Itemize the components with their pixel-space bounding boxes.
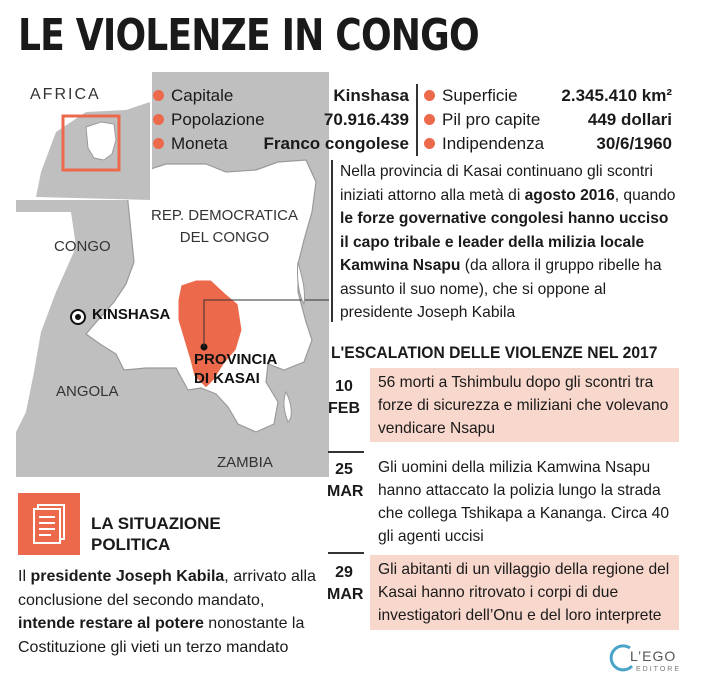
intro-paragraph	[340, 160, 680, 325]
intro-divider	[331, 160, 333, 322]
event-date	[327, 562, 364, 606]
situation-body: , arrivato alla conclusione del secondo mandato,	[18, 568, 316, 609]
fact-label: Pil pro capite	[442, 110, 541, 129]
fact-value: 2.345.410 km²	[561, 86, 672, 105]
event-month: MAR	[327, 586, 364, 603]
map-label-congo: CONGO	[54, 238, 111, 255]
situation-bold: intende restare al potere	[18, 615, 204, 632]
bullet-icon	[424, 114, 435, 125]
fact-row	[424, 84, 672, 108]
map-label-country: REP. DEMOCRATICA DEL CONGO	[151, 207, 298, 246]
event-date	[327, 459, 364, 503]
facts-right	[424, 84, 672, 156]
event-day: 10	[335, 378, 353, 395]
page-title: LE VIOLENZE IN CONGO	[18, 10, 479, 61]
event-divider	[328, 552, 364, 554]
bullet-icon	[424, 90, 435, 101]
event-day: 25	[335, 461, 353, 478]
africa-label: AFRICA	[30, 86, 101, 103]
fact-row	[424, 108, 672, 132]
bullet-icon	[153, 138, 164, 149]
event-month: FEB	[328, 400, 360, 417]
fact-label: Popolazione	[171, 110, 265, 129]
logo-name: L’EGO	[630, 648, 677, 664]
document-icon-graphic	[18, 493, 80, 555]
fact-row	[153, 132, 409, 156]
event-divider	[328, 451, 364, 453]
fact-row	[153, 108, 409, 132]
bullet-icon	[424, 138, 435, 149]
fact-label: Moneta	[171, 134, 228, 153]
intro-text: Nella provincia di Kasai continuano gli scontri iniziati attorno alla metà di	[340, 163, 653, 204]
facts-divider	[416, 84, 418, 156]
bullet-icon	[153, 114, 164, 125]
fact-label: Capitale	[171, 86, 234, 105]
situation-bold: presidente Joseph Kabila	[30, 568, 225, 585]
event-date	[327, 376, 361, 420]
event-month: MAR	[327, 483, 364, 500]
situation-text	[18, 565, 318, 659]
africa-inset	[16, 72, 150, 200]
fact-value: 70.916.439	[323, 110, 409, 129]
fact-value: Kinshasa	[333, 86, 409, 105]
event-text: 56 morti a Tshimbulu dopo gli scontri tra forze di sicurezza e miliziani che volevano vendicare Nsapu	[370, 368, 679, 442]
intro-text: , quando	[614, 186, 676, 204]
fact-value: 30/6/1960	[596, 134, 672, 153]
fact-row	[153, 84, 409, 108]
facts-left	[153, 84, 409, 156]
fact-label: Indipendenza	[442, 134, 545, 153]
bullet-icon	[153, 90, 164, 101]
document-icon	[18, 493, 80, 555]
intro-text: (da allora il gruppo ribelle ha assunto il suo nome), che si oppone al presidente Joseph Kabila	[340, 257, 662, 321]
map-label-zambia: ZAMBIA	[217, 454, 273, 471]
situation-body: Il	[18, 568, 31, 585]
map-label-angola: ANGOLA	[56, 383, 119, 400]
inset-separator	[150, 72, 152, 200]
situation-body: nonostante la Costituzione gli vieti un terzo mandato	[18, 615, 305, 656]
fact-value: 449 dollari	[587, 110, 672, 129]
event-text: Gli abitanti di un villaggio della regione del Kasai hanno ritrovato i corpi di due investigatori dell’Onu e del loro interprete	[370, 555, 679, 630]
fact-value: Franco congolese	[263, 134, 409, 153]
event-day: 29	[335, 564, 353, 581]
escalation-title: L'ESCALATION DELLE VIOLENZE NEL 2017	[331, 343, 658, 362]
map-label-capital: KINSHASA	[92, 306, 171, 323]
intro-bold: agosto 2016	[524, 186, 615, 204]
fact-label: Superficie	[442, 86, 518, 105]
publisher-logo	[606, 640, 696, 680]
map-label-province: PROVINCIA DI KASAI	[194, 351, 278, 387]
event-text: Gli uomini della milizia Kamwina Nsapu hanno attaccato la polizia lungo la strada che collega Tshikapa a Kananga. Circa 40 gli agenti uccisi	[378, 459, 669, 545]
intro-bold: le forze governative congolesi hanno ucciso il capo tribale e leader della milizia locale Kamwina Nsapu	[340, 210, 669, 274]
logo-sub: EDITORE	[636, 666, 681, 673]
fact-row	[424, 132, 672, 156]
situation-title: LA SITUAZIONE POLITICA	[91, 514, 221, 554]
